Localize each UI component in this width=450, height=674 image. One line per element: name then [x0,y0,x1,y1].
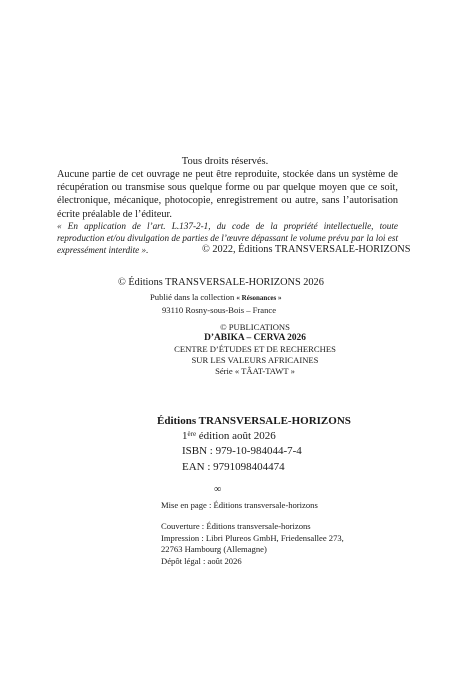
edition-sup: ère [187,430,197,438]
copublisher-line5: Série « TÂAT-TAWT » [215,366,295,376]
credits-cover: Couverture : Éditions transversale-horizons [161,521,311,531]
credits-print-1: Impression : Libri Plureos GmbH, Friedensallee 273, [161,532,344,543]
edition-rest: édition août 2026 [196,430,276,442]
ean: EAN : 9791098404474 [182,461,285,473]
credits-block [161,521,344,567]
copublisher-line1: © PUBLICATIONS [220,322,290,332]
collection-prefix: Publié dans la collection [150,292,237,302]
copublisher-line4: SUR LES VALEURS AFRICAINES [191,355,319,365]
collection-line [150,292,282,302]
isbn: ISBN : 979-10-984044-7-4 [182,445,302,457]
copublisher-line2: D’ABIKA – CERVA 2026 [204,333,306,343]
edition-date [182,430,276,442]
copublisher-block [160,322,350,377]
credits-legal-deposit: Dépôt légal : août 2026 [161,555,242,566]
rights-legal-quote: « En application de l’art. L.137-2-1, du code de la propriété intellectuelle, toute reproduction et/ou divulgation de parties de l’œuvre dépassant le volume prévu par la loi est expressément interdite ». [57,221,398,255]
rights-statement: Aucune partie de cet ouvrage ne peut être reproduite, stockée dans un système de récupération ou transmise sous quelque forme ou par quelque moyen que ce soit, électronique, mécanique, photocopie, enregistrement ou autre, sans l’autorisation écrite préalable de l’éditeur. [57,169,398,220]
infinity-separator-icon: ∞ [214,484,222,495]
credits-layout: Mise en page : Éditions transversale-horizons [161,500,318,510]
rights-title: Tous droits réservés. [181,156,269,167]
rights-copyright: © 2022, Éditions TRANSVERSALE-HORIZONS [202,244,411,255]
credits-print-2: 22763 Hambourg (Allemagne) [161,544,267,554]
collection-name: « Résonances » [236,294,282,302]
publisher-copyright: © Éditions TRANSVERSALE-HORIZONS 2026 [118,277,324,288]
copublisher-line3: CENTRE D’ÉTUDES ET DE RECHERCHES [174,344,336,354]
publisher-address: 93110 Rosny-sous-Bois – France [162,305,277,315]
edition-publisher: Éditions TRANSVERSALE-HORIZONS [157,415,351,427]
edition-number: 1 [182,430,188,442]
